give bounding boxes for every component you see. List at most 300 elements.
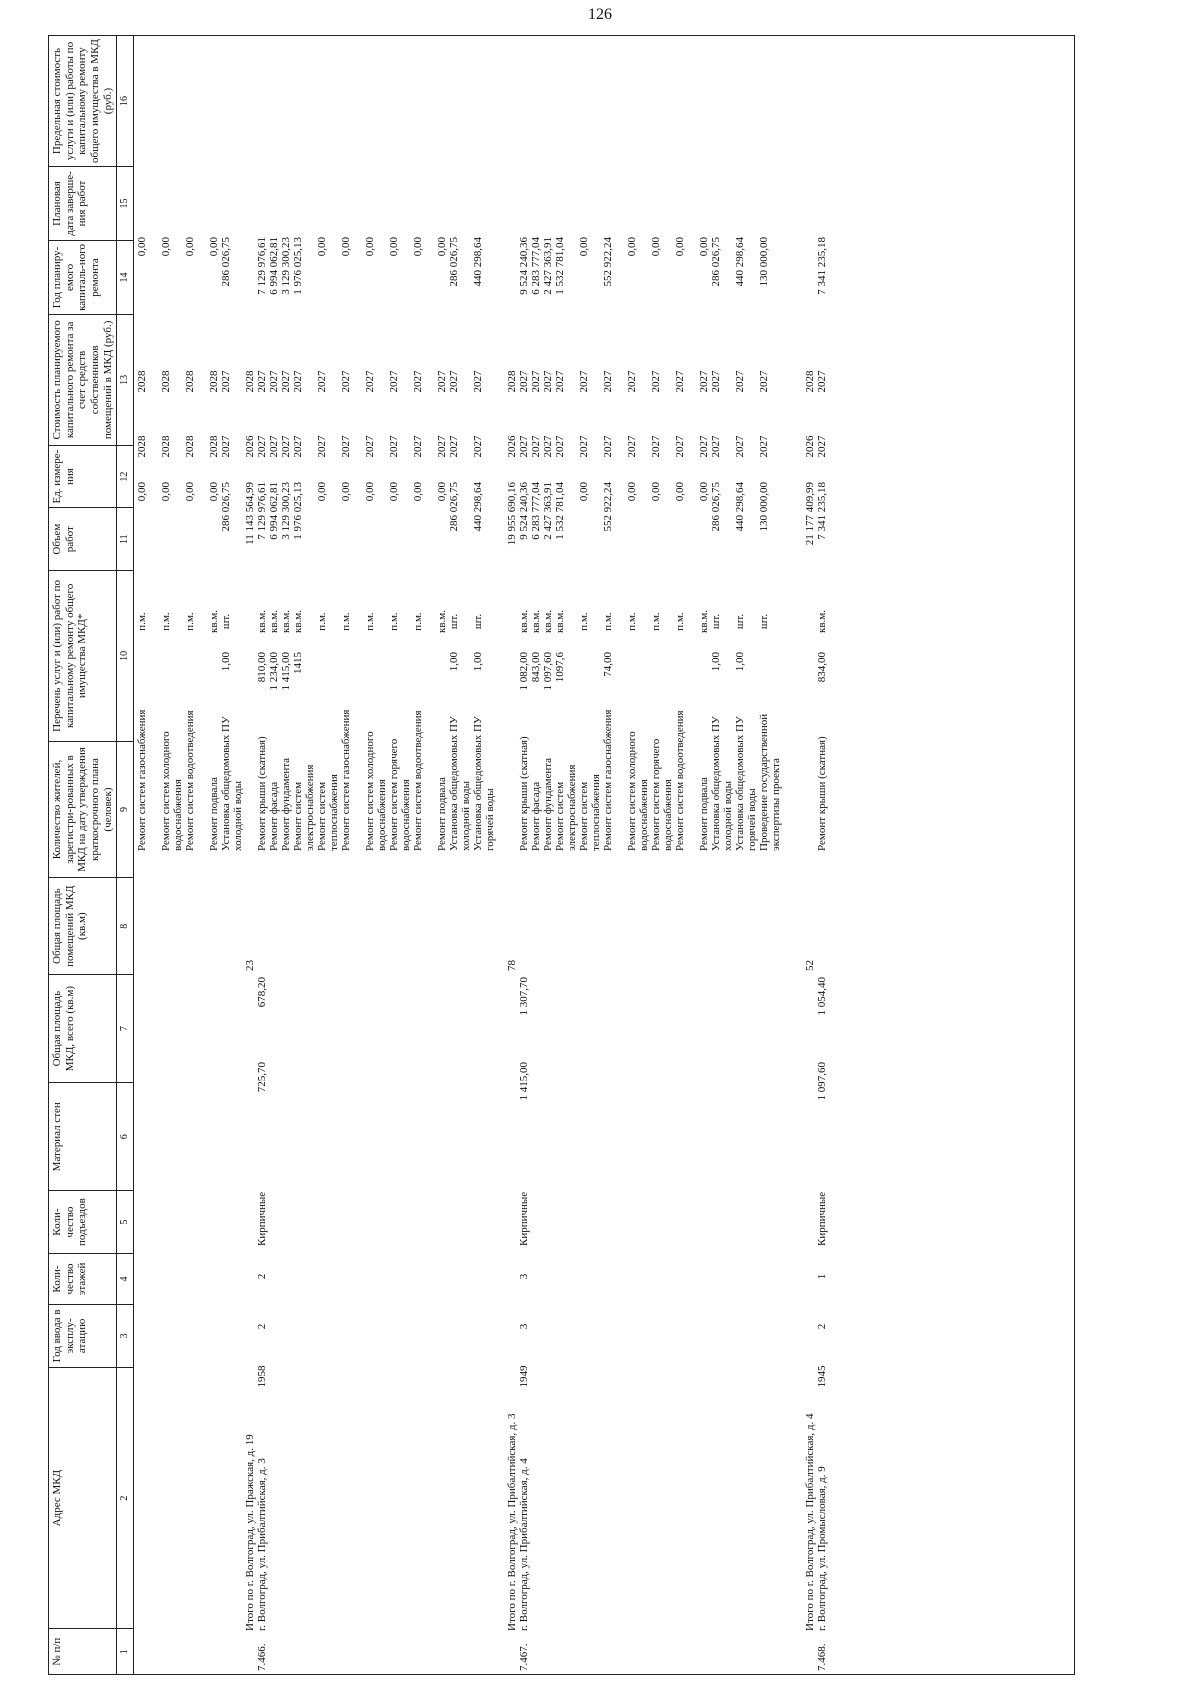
work-limit: 286 026,75 [448, 237, 461, 287]
work-unit: шт. [758, 613, 771, 630]
work-unit: п.м. [674, 612, 687, 631]
work-date: 2027 [674, 370, 687, 393]
work-unit: шт. [710, 613, 723, 630]
work-unit: кв.м. [280, 610, 293, 633]
wall-material: Кирпичные [518, 1191, 531, 1246]
column-header-10: Перечень услуг и (или) работ по капитальному ремонту общего имущества МКД* [49, 571, 117, 742]
work-limit: 0,00 [388, 237, 401, 257]
work-cost: 2 427 363,91 [542, 482, 555, 540]
total-cost: 11 143 564,99 [244, 482, 257, 545]
work-cost: 0,00 [316, 482, 329, 502]
column-number-11: 11 [117, 508, 134, 571]
work-row [626, 36, 650, 1674]
work-cost: 7 129 976,61 [256, 482, 269, 540]
work-limit: 9 524 240,36 [518, 237, 531, 295]
total-cost: 19 955 690,16 [506, 482, 519, 546]
column-number-12: 12 [117, 445, 134, 508]
work-limit: 3 129 300,23 [280, 237, 293, 295]
wall-material: Кирпичные [816, 1191, 829, 1246]
work-volume: 834,00 [816, 652, 829, 683]
work-date: 2027 [710, 370, 723, 393]
work-year: 2027 [758, 435, 771, 458]
work-year: 2027 [220, 435, 233, 458]
work-row [530, 36, 542, 1674]
work-row [602, 36, 626, 1674]
work-limit: 0,00 [316, 237, 329, 257]
work-unit: кв.м. [436, 610, 449, 633]
work-cost: 0,00 [388, 482, 401, 502]
work-limit: 286 026,75 [220, 237, 233, 287]
building-address: г. Волгоград, ул. Прибалтийская, д. 3 [256, 1458, 269, 1631]
work-limit: 0,00 [340, 237, 353, 257]
work-unit: шт. [448, 613, 461, 630]
work-cost: 0,00 [340, 482, 353, 502]
work-volume: 1,00 [448, 652, 461, 672]
entrances-count: 1 [816, 1273, 829, 1280]
work-name: Ремонт крыши (скатная) [256, 736, 269, 851]
work-unit: кв.м. [256, 610, 269, 633]
work-date: 2027 [650, 370, 663, 393]
work-date: 2027 [554, 370, 567, 393]
work-limit: 0,00 [578, 237, 591, 257]
work-name: Ремонт систем водоотведения [412, 710, 425, 851]
work-name: Ремонт систем холодного водоснабжения [160, 731, 185, 851]
work-cost: 7 341 235,18 [816, 482, 829, 540]
work-date: 2027 [280, 370, 293, 393]
work-row [448, 36, 472, 1674]
work-year: 2027 [542, 435, 555, 458]
total-row [506, 36, 518, 1674]
work-cost: 286 026,75 [448, 482, 461, 532]
work-date: 2027 [340, 370, 353, 393]
work-limit: 552 922,24 [602, 237, 615, 287]
work-date: 2027 [626, 370, 639, 393]
work-year: 2027 [292, 435, 305, 458]
work-date: 2027 [412, 370, 425, 393]
page-number: 126 [588, 6, 612, 23]
total-cost: 21 177 409,99 [804, 482, 817, 546]
work-row [364, 36, 388, 1674]
work-name: Ремонт систем электроснабжения [554, 764, 579, 851]
top-work-row [184, 36, 208, 1674]
work-year: 2027 [578, 435, 591, 458]
work-year: 2027 [650, 435, 663, 458]
work-cost: 286 026,75 [220, 482, 233, 532]
work-year: 2027 [316, 435, 329, 458]
work-unit: шт. [220, 613, 233, 630]
work-row [698, 36, 710, 1674]
work-name: Установка общедомовых ПУ горячей воды [472, 716, 497, 851]
work-date: 2027 [436, 370, 449, 393]
work-date: 2027 [316, 370, 329, 393]
work-volume: 1 097,60 [542, 652, 555, 691]
area-total: 725,70 [256, 1062, 269, 1093]
work-year: 2027 [268, 435, 281, 458]
work-date: 2027 [578, 370, 591, 393]
total-residents: 52 [804, 960, 817, 971]
top-work-row [208, 36, 220, 1674]
entrances-count: 2 [256, 1273, 269, 1280]
work-year: 2027 [674, 435, 687, 458]
work-limit: 0,00 [674, 237, 687, 257]
work-unit: шт. [472, 613, 485, 630]
work-cost: 6 283 777,04 [530, 482, 543, 540]
work-cost: 0,00 [698, 482, 711, 502]
column-number-4: 4 [117, 1253, 134, 1304]
work-name: Ремонт систем электроснабжения [292, 764, 317, 851]
work-year: 2027 [626, 435, 639, 458]
column-header-9: Количество жителей, зарегистри-рованных в МКД на дату утверждения краткосрочного плана (человек) [49, 741, 117, 878]
year-built: 1949 [518, 1365, 531, 1388]
entrances-count: 3 [518, 1273, 531, 1280]
work-year: 2027 [340, 435, 353, 458]
work-limit: 440 298,64 [734, 237, 747, 287]
work-row [542, 36, 554, 1674]
work-unit: п.м. [650, 612, 663, 631]
work-date: 2027 [530, 370, 543, 393]
entries-area [134, 36, 1074, 1674]
column-header-4: Коли-чество этажей [49, 1253, 117, 1304]
work-year: 2027 [698, 435, 711, 458]
work-row [518, 36, 530, 1674]
work-limit: 7 341 235,18 [816, 237, 829, 295]
column-number-13: 13 [117, 314, 134, 445]
work-year: 2028 [160, 435, 173, 458]
work-unit: п.м. [412, 612, 425, 631]
work-name: Ремонт систем холодного водоснабжения [364, 731, 389, 851]
column-header-3: Год ввода в эксплу-атацию [49, 1305, 117, 1368]
building-address: г. Волгоград, ул. Промысловая, д. 9 [816, 1466, 829, 1631]
work-name: Ремонт фасада [530, 781, 543, 851]
work-year: 2027 [280, 435, 293, 458]
work-year: 2027 [448, 435, 461, 458]
column-number-row [117, 36, 134, 1675]
work-unit: п.м. [388, 612, 401, 631]
work-cost: 286 026,75 [710, 482, 723, 532]
work-unit: п.м. [602, 612, 615, 631]
column-header-13: Стоимость планируемого капитального ремонта за счет средств собственников помещений в МКД (руб.) [49, 314, 117, 445]
work-row [340, 36, 364, 1674]
column-header-14: Год планиру-емого капиталь-ного ремонта [49, 240, 117, 314]
total-residents: 23 [244, 960, 257, 971]
work-date: 2027 [698, 370, 711, 393]
work-unit: п.м. [316, 612, 329, 631]
area-total: 1 415,00 [518, 1062, 531, 1101]
top-work-row [136, 36, 160, 1674]
work-row [674, 36, 698, 1674]
work-date: 2027 [448, 370, 461, 393]
column-header-6: Материал стен [49, 1083, 117, 1191]
row-number: 7.468. [816, 1643, 829, 1671]
column-number-3: 3 [117, 1305, 134, 1368]
work-volume: 74,00 [602, 652, 615, 677]
work-unit: кв.м. [698, 610, 711, 633]
work-cost: 0,00 [184, 482, 197, 502]
work-limit: 0,00 [626, 237, 639, 257]
work-date: 2027 [220, 370, 233, 393]
work-limit: 7 129 976,61 [256, 237, 269, 295]
work-name: Ремонт фундамента [280, 757, 293, 851]
work-year: 2027 [412, 435, 425, 458]
work-date: 2027 [472, 370, 485, 393]
work-cost: 0,00 [650, 482, 663, 502]
column-header-15: Плановая дата заверше-ния работ [49, 167, 117, 241]
work-row [758, 36, 794, 1674]
work-volume: 1097,6 [554, 652, 567, 683]
work-unit: шт. [734, 613, 747, 630]
work-row [280, 36, 292, 1674]
work-cost: 1 976 025,13 [292, 482, 305, 540]
work-year: 2027 [518, 435, 531, 458]
work-date: 2027 [388, 370, 401, 393]
work-year: 2027 [256, 435, 269, 458]
total-row [804, 36, 816, 1674]
work-volume: 810,00 [256, 652, 269, 683]
work-limit: 6 994 062,81 [268, 237, 281, 295]
work-cost: 552 922,24 [602, 482, 615, 532]
work-unit: кв.м. [530, 610, 543, 633]
work-limit: 0,00 [184, 237, 197, 257]
work-limit: 1 532 781,04 [554, 237, 567, 295]
work-row [436, 36, 448, 1674]
work-limit: 0,00 [364, 237, 377, 257]
work-date: 2027 [292, 370, 305, 393]
work-name: Ремонт систем газоснабжения [136, 709, 149, 851]
total-date: 2028 [506, 370, 519, 393]
work-unit: кв.м. [292, 610, 305, 633]
work-limit: 0,00 [436, 237, 449, 257]
work-limit: 0,00 [136, 237, 149, 257]
work-name: Ремонт систем теплоснабжения [316, 774, 341, 851]
year-built: 1945 [816, 1365, 829, 1388]
work-year: 2027 [816, 435, 829, 458]
work-volume: 843,00 [530, 652, 543, 683]
work-limit: 0,00 [160, 237, 173, 257]
capital-repair-table [48, 35, 1075, 1675]
work-date: 2027 [518, 370, 531, 393]
floors-count: 3 [518, 1323, 531, 1330]
total-label: Итого по г. Волгоград, ул. Прибалтийская, д. 4 [804, 1413, 817, 1631]
area-total: 1 097,60 [816, 1062, 829, 1101]
work-date: 2027 [542, 370, 555, 393]
work-name: Ремонт подвала [698, 777, 711, 851]
header-row [49, 36, 117, 1675]
column-number-2: 2 [117, 1367, 134, 1629]
column-number-5: 5 [117, 1191, 134, 1254]
work-cost: 0,00 [136, 482, 149, 502]
work-row [472, 36, 496, 1674]
work-row [316, 36, 340, 1674]
work-year: 2028 [136, 435, 149, 458]
work-name: Ремонт систем теплоснабжения [578, 774, 603, 851]
work-cost: 0,00 [412, 482, 425, 502]
work-date: 2027 [734, 370, 747, 393]
floors-count: 2 [816, 1323, 829, 1330]
work-name: Ремонт фундамента [542, 757, 555, 851]
work-year: 2027 [472, 435, 485, 458]
work-cost: 0,00 [626, 482, 639, 502]
work-unit: п.м. [136, 612, 149, 631]
column-number-1: 1 [117, 1629, 134, 1675]
work-name: Ремонт фасада [268, 781, 281, 851]
column-number-6: 6 [117, 1083, 134, 1191]
work-cost: 0,00 [160, 482, 173, 502]
column-number-16: 16 [117, 36, 134, 167]
work-cost: 3 129 300,23 [280, 482, 293, 540]
work-cost: 0,00 [436, 482, 449, 502]
column-number-7: 7 [117, 975, 134, 1083]
work-limit: 1 976 025,13 [292, 237, 305, 295]
work-volume: 1,00 [472, 652, 485, 672]
total-year: 2026 [506, 435, 519, 458]
work-limit: 0,00 [698, 237, 711, 257]
work-cost: 6 994 062,81 [268, 482, 281, 540]
work-date: 2028 [136, 370, 149, 393]
work-cost: 440 298,64 [734, 482, 747, 532]
work-cost: 0,00 [578, 482, 591, 502]
column-number-15: 15 [117, 167, 134, 241]
work-name: Ремонт систем водоотведения [674, 710, 687, 851]
work-name: Ремонт систем горячего водоснабжения [388, 738, 413, 851]
work-cost: 1 532 781,04 [554, 482, 567, 540]
work-name: Установка общедомовых ПУ холодной воды [220, 716, 245, 851]
work-unit: п.м. [340, 612, 353, 631]
work-name: Установка общедомовых ПУ холодной воды [448, 716, 473, 851]
area-rooms: 678,20 [256, 977, 269, 1008]
work-row [578, 36, 602, 1674]
work-unit: кв.м. [542, 610, 555, 633]
work-name: Ремонт систем холодного водоснабжения [626, 731, 651, 851]
work-volume: 1 234,00 [268, 652, 281, 691]
work-year: 2027 [710, 435, 723, 458]
column-number-9: 9 [117, 741, 134, 878]
building-address: г. Волгоград, ул. Прибалтийская, д. 4 [518, 1458, 531, 1631]
work-cost: 0,00 [364, 482, 377, 502]
year-built: 1958 [256, 1365, 269, 1388]
column-number-8: 8 [117, 878, 134, 975]
column-header-12: Ед. измере-ния [49, 445, 117, 508]
work-unit: п.м. [160, 612, 173, 631]
wall-material: Кирпичные [256, 1191, 269, 1246]
work-row [816, 36, 828, 1674]
column-number-14: 14 [117, 240, 134, 314]
work-name: Ремонт подвала [208, 777, 221, 851]
total-date: 2028 [804, 370, 817, 393]
column-header-2: Адрес МКД [49, 1367, 117, 1629]
work-limit: 2 427 363,91 [542, 237, 555, 295]
work-name: Ремонт подвала [436, 777, 449, 851]
work-name: Проведение государственной экспертизы проекта [758, 713, 783, 851]
work-date: 2027 [816, 370, 829, 393]
work-year: 2028 [184, 435, 197, 458]
work-name: Ремонт крыши (скатная) [518, 736, 531, 851]
work-year: 2027 [388, 435, 401, 458]
total-row [244, 36, 256, 1674]
work-date: 2027 [364, 370, 377, 393]
row-number: 7.467. [518, 1643, 531, 1671]
work-date: 2027 [268, 370, 281, 393]
total-year: 2026 [804, 435, 817, 458]
work-date: 2027 [602, 370, 615, 393]
work-date: 2028 [208, 370, 221, 393]
area-rooms: 1 307,70 [518, 977, 531, 1016]
work-year: 2027 [364, 435, 377, 458]
column-header-7: Общая площадь МКД, всего (кв.м) [49, 975, 117, 1083]
work-year: 2027 [734, 435, 747, 458]
work-volume: 1,00 [734, 652, 747, 672]
work-cost: 440 298,64 [472, 482, 485, 532]
work-name: Ремонт систем газоснабжения [602, 709, 615, 851]
work-unit: п.м. [364, 612, 377, 631]
work-unit: п.м. [626, 612, 639, 631]
total-label: Итого по г. Волгоград, ул. Пражская, д. 19 [244, 1434, 257, 1631]
work-volume: 1 082,00 [518, 652, 531, 691]
table-body [134, 36, 1075, 1675]
work-row [650, 36, 674, 1674]
work-year: 2027 [436, 435, 449, 458]
work-row [268, 36, 280, 1674]
work-volume: 1,00 [710, 652, 723, 672]
work-cost: 9 524 240,36 [518, 482, 531, 540]
work-year: 2027 [554, 435, 567, 458]
work-date: 2027 [256, 370, 269, 393]
work-volume: 1 415,00 [280, 652, 293, 691]
work-limit: 440 298,64 [472, 237, 485, 287]
work-limit: 286 026,75 [710, 237, 723, 287]
work-year: 2027 [530, 435, 543, 458]
column-header-8: Общая площадь помещений МКД (кв.м) [49, 878, 117, 975]
work-date: 2028 [184, 370, 197, 393]
work-limit: 6 283 777,04 [530, 237, 543, 295]
floors-count: 2 [256, 1323, 269, 1330]
work-name: Ремонт крыши (скатная) [816, 736, 829, 851]
work-date: 2028 [160, 370, 173, 393]
work-cost: 0,00 [674, 482, 687, 502]
total-residents: 78 [506, 960, 519, 971]
work-year: 2027 [602, 435, 615, 458]
work-date: 2027 [758, 370, 771, 393]
work-cost: 0,00 [208, 482, 221, 502]
column-header-16: Предельная стоимость услуги и (или) работы по капитальному ремонту общего имущества в МКД (руб.) [49, 36, 117, 167]
work-name: Ремонт систем водоотведения [184, 710, 197, 851]
work-volume: 1415 [292, 652, 305, 674]
work-name: Ремонт систем горячего водоснабжения [650, 738, 675, 851]
work-row [292, 36, 316, 1674]
work-row [256, 36, 268, 1674]
work-name: Установка общедомовых ПУ холодной воды [710, 716, 735, 851]
top-work-row [160, 36, 184, 1674]
work-unit: п.м. [578, 612, 591, 631]
work-unit: п.м. [184, 612, 197, 631]
column-number-10: 10 [117, 571, 134, 742]
work-unit: кв.м. [816, 610, 829, 633]
column-header-11: Объем работ [49, 508, 117, 571]
work-row [734, 36, 758, 1674]
top-work-row [220, 36, 244, 1674]
area-rooms: 1 054,40 [816, 977, 829, 1016]
work-unit: кв.м. [268, 610, 281, 633]
total-label: Итого по г. Волгоград, ул. Прибалтийская, д. 3 [506, 1413, 519, 1631]
work-name: Ремонт систем газоснабжения [340, 709, 353, 851]
total-date: 2028 [244, 370, 257, 393]
row-number: 7.466. [256, 1643, 269, 1671]
work-name: Установка общедомовых ПУ горячей воды [734, 716, 759, 851]
work-cost: 130 000,00 [758, 482, 771, 532]
work-row [388, 36, 412, 1674]
work-unit: кв.м. [208, 610, 221, 633]
work-limit: 130 000,00 [758, 237, 771, 287]
work-volume: 1,00 [220, 652, 233, 672]
